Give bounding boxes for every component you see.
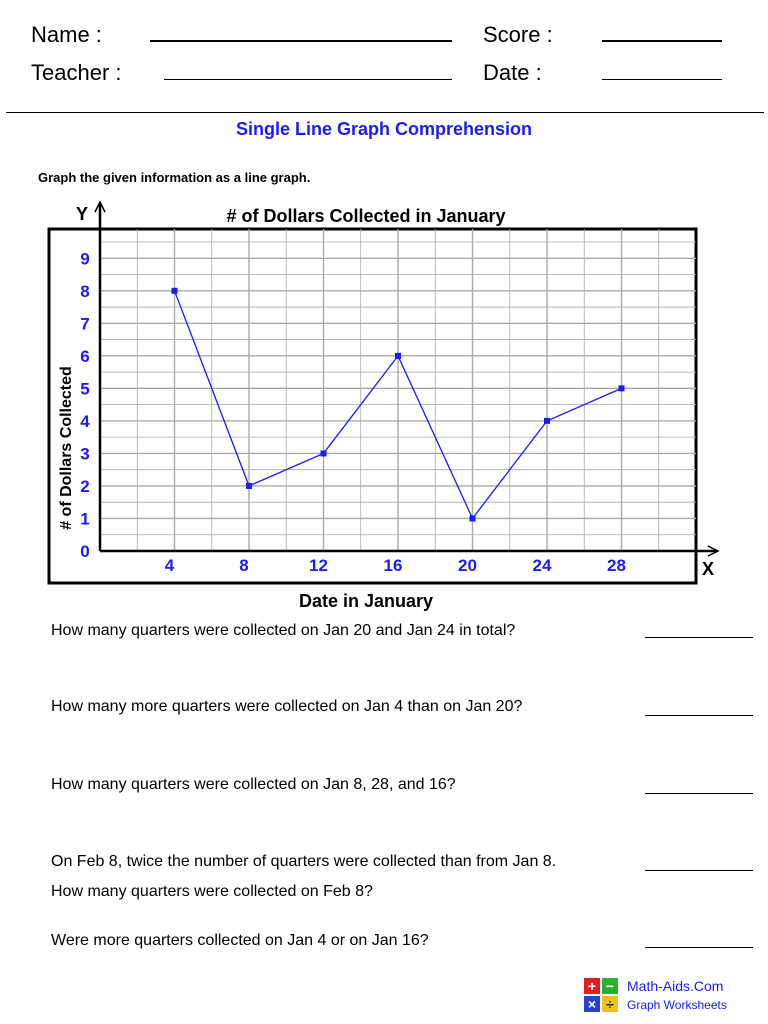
data-point <box>172 288 178 294</box>
x-tick-label: 16 <box>383 556 403 575</box>
question-5: Were more quarters collected on Jan 4 or on Jan 16? <box>51 932 429 949</box>
data-point <box>470 515 476 521</box>
divide-icon: ÷ <box>602 996 618 1012</box>
y-axis-letter: Y <box>76 204 89 224</box>
y-tick-labels <box>80 249 90 561</box>
x-tick-label: 12 <box>309 556 328 575</box>
question-2: How many more quarters were collected on Jan 4 than on Jan 20? <box>51 698 523 715</box>
question-1: How many quarters were collected on Jan 20 and Jan 24 in total? <box>51 622 516 639</box>
minus-icon: − <box>602 978 618 994</box>
y-tick-label: 8 <box>80 281 90 301</box>
teacher-label: Teacher : <box>31 60 122 85</box>
data-point <box>544 418 550 424</box>
y-tick-label: 6 <box>80 346 90 366</box>
x-tick-label: 4 <box>164 556 175 575</box>
y-axis-title: # of Dollars Collected <box>58 366 75 530</box>
chart-frame <box>49 229 696 583</box>
x-axis-letter: X <box>702 559 715 579</box>
y-tick-label: 0 <box>80 542 90 561</box>
chart-grid <box>100 229 696 551</box>
instruction-text: Graph the given information as a line graph. <box>38 170 311 185</box>
question-3: How many quarters were collected on Jan 8, 28, and 16? <box>51 776 456 793</box>
chart-axes <box>95 202 718 556</box>
y-tick-label: 5 <box>80 379 90 399</box>
brand-name: Math-Aids.Com <box>627 978 724 994</box>
answer-blank-1[interactable] <box>645 637 753 638</box>
y-tick-label: 1 <box>80 509 90 529</box>
x-tick-label: 28 <box>607 556 626 575</box>
y-tick-label: 3 <box>80 444 90 464</box>
question-4b: How many quarters were collected on Feb 8? <box>51 883 373 900</box>
answer-blank-4[interactable] <box>645 870 753 871</box>
y-tick-label: 7 <box>80 314 90 334</box>
name-label: Name : <box>31 22 102 47</box>
plus-icon: + <box>584 978 600 994</box>
y-tick-label: 4 <box>80 411 90 431</box>
answer-blank-3[interactable] <box>645 793 753 794</box>
data-point <box>246 483 252 489</box>
x-tick-label: 24 <box>532 556 552 575</box>
answer-blank-5[interactable] <box>645 947 753 948</box>
page-title: Single Line Graph Comprehension <box>235 119 533 139</box>
answer-blank-2[interactable] <box>645 715 753 716</box>
y-tick-label: 9 <box>80 249 90 269</box>
x-tick-label: 8 <box>239 556 249 575</box>
data-point <box>619 385 625 391</box>
times-icon: × <box>584 996 600 1012</box>
data-point <box>321 450 327 456</box>
chart-title: # of Dollars Collected in January <box>226 206 506 226</box>
x-tick-labels <box>165 556 626 575</box>
y-tick-label: 2 <box>80 476 90 496</box>
data-point <box>395 353 401 359</box>
brand-tagline: Graph Worksheets <box>627 998 727 1012</box>
x-tick-label: 20 <box>458 556 477 575</box>
date-label: Date : <box>483 60 542 85</box>
question-4a: On Feb 8, twice the number of quarters were collected than from Jan 8. <box>51 853 557 870</box>
math-aids-logo <box>584 978 620 1014</box>
score-label: Score : <box>483 22 553 47</box>
x-axis-title: Date in January <box>298 591 434 611</box>
